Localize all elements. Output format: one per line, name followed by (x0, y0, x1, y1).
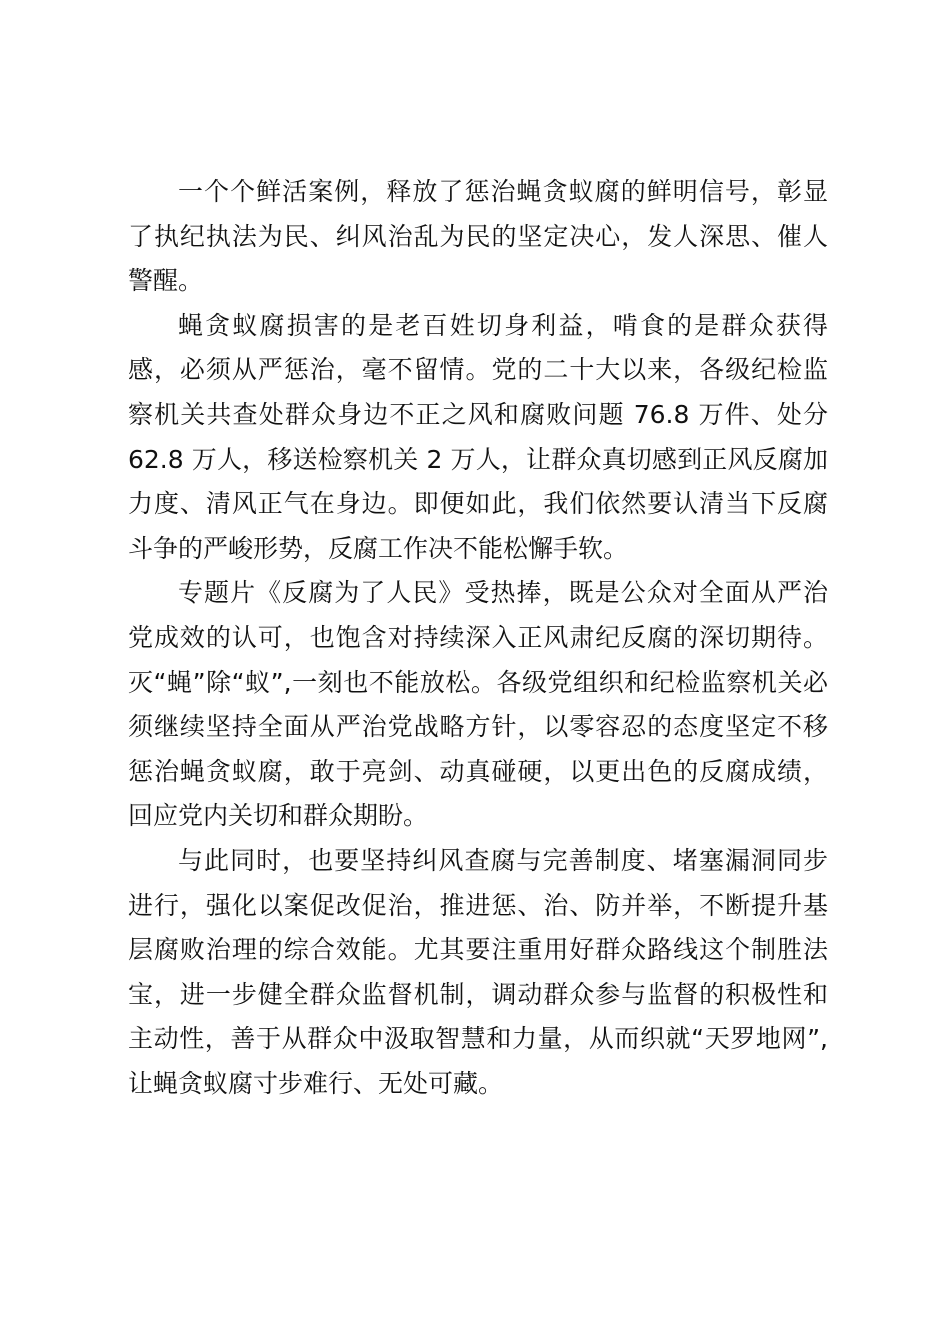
paragraph-1 (128, 170, 828, 304)
text-line: 感，必须从严惩治，毫不留情。党的二十大以来，各级纪检监 (128, 355, 828, 385)
text-line: 主动性，善于从群众中汲取智慧和力量，从而织就“天罗地网”, (128, 1024, 828, 1054)
text-line: 力度、清风正气在身边。即便如此，我们依然要认清当下反腐 (128, 489, 828, 519)
text-line: 灭“蝇”除“蚁”,一刻也不能放松。各级党组织和纪检监察机关必 (128, 667, 828, 697)
text-line: 了执纪执法为民、纠风治乱为民的坚定决心，发人深思、催人 (128, 221, 828, 251)
text-line: 进行，强化以案促改促治，推进惩、治、防并举，不断提升基 (128, 890, 828, 920)
text-line: 宝，进一步健全群众监督机制，调动群众参与监督的积极性和 (128, 979, 828, 1009)
text-line: 让蝇贪蚁腐寸步难行、无处可藏。 (128, 1068, 504, 1098)
text-line: 察机关共查处群众身边不正之风和腐败问题 76.8 万件、处分 (128, 399, 828, 429)
paragraph-3 (128, 571, 828, 839)
text-line: 回应党内关切和群众期盼。 (128, 801, 429, 831)
text-line: 一个个鲜活案例，释放了惩治蝇贪蚁腐的鲜明信号，彰显 (178, 177, 828, 206)
text-line: 层腐败治理的综合效能。尤其要注重用好群众路线这个制胜法 (128, 935, 828, 965)
text-line: 专题片《反腐为了人民》受热捧，既是公众对全面从严治 (178, 578, 828, 608)
text-line: 惩治蝇贪蚁腐，敢于亮剑、动真碰硬，以更出色的反腐成绩， (128, 756, 828, 786)
paragraph-2 (128, 304, 828, 572)
document-body (128, 170, 828, 1106)
text-line: 斗争的严峻形势，反腐工作决不能松懈手软。 (128, 533, 629, 563)
text-line: 62.8 万人，移送检察机关 2 万人，让群众真切感到正风反腐加 (128, 444, 828, 474)
text-line: 须继续坚持全面从严治党战略方针，以零容忍的态度坚定不移 (128, 712, 828, 742)
text-line: 蝇贪蚁腐损害的是老百姓切身利益，啃食的是群众获得 (178, 310, 828, 340)
paragraph-4 (128, 839, 828, 1107)
text-line: 与此同时，也要坚持纠风查腐与完善制度、堵塞漏洞同步 (178, 845, 828, 875)
text-line: 党成效的认可，也饱含对持续深入正风肃纪反腐的深切期待。 (128, 622, 828, 652)
text-line: 警醒。 (128, 266, 204, 296)
